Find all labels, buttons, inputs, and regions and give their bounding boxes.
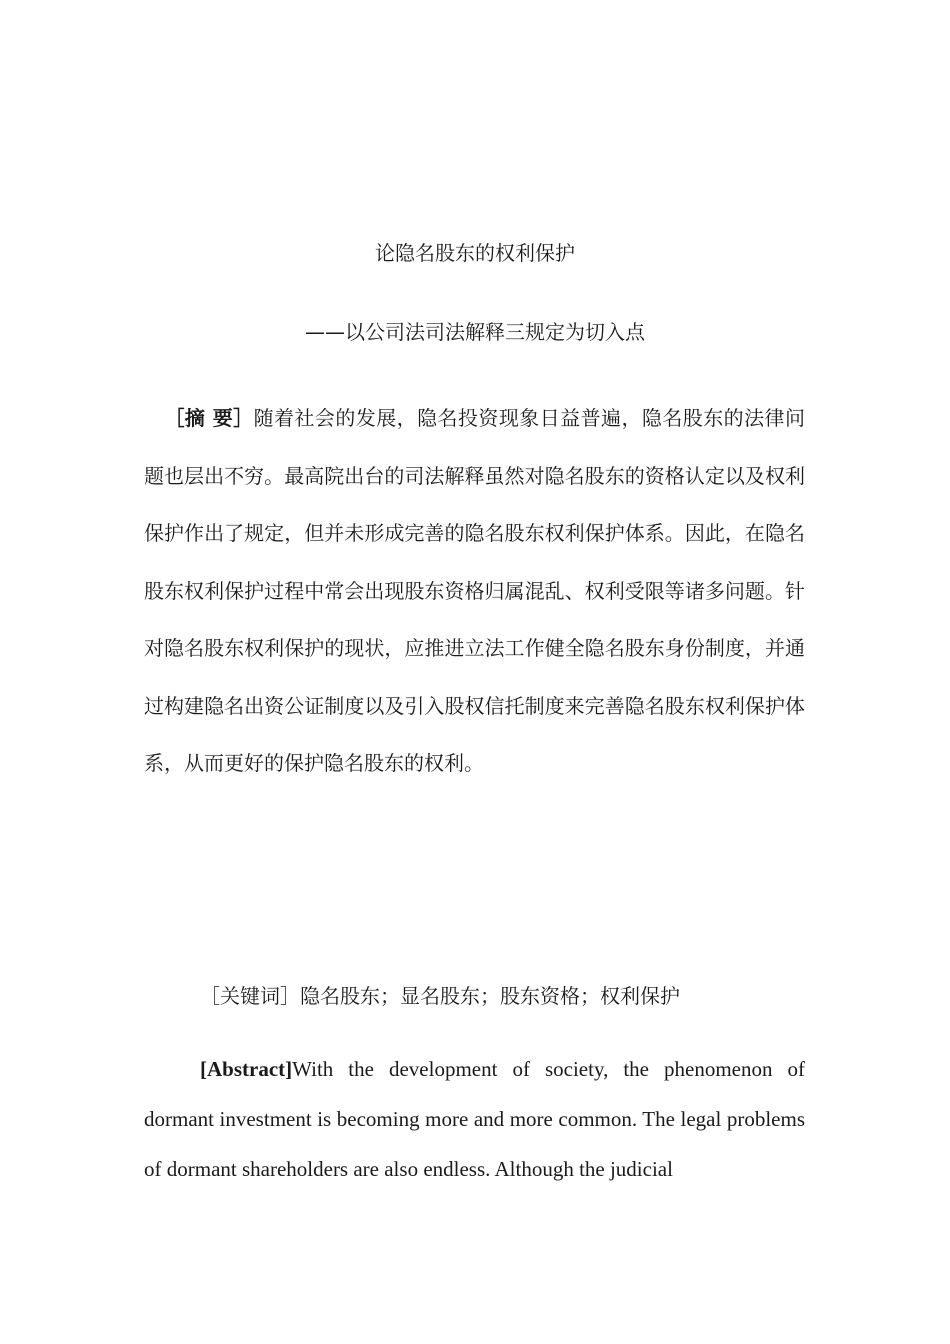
keywords [200,980,680,1012]
paper-title: 论隐名股东的权利保护 [375,241,575,265]
keywords-label: ［关键词］ [200,984,300,1008]
keywords-text: 隐名股东；显名股东；股东资格；权利保护 [300,984,680,1008]
english-abstract [144,1044,805,1194]
chinese-abstract-text: 随着社会的发展，隐名投资现象日益普遍，隐名股东的法律问题也层出不穷。最高院出台的司法解释虽然对隐名股东的资格认定以及权利保护作出了规定，但并未形成完善的隐名股东权利保护体系。因此，在隐名股东权利保护过程中常会出现股东资格归属混乱、权利受限等诸多问题。针对隐名股东权利保护的现状，应推进立法工作健全隐名股东身份制度，并通过构建隐名出资公证制度以及引入股权信托制度来完善隐名股东权利保护体系，从而更好的保护隐名股东的权利。 [144,406,805,775]
chinese-abstract-label: ［摘 要］ [164,406,254,430]
paper-subtitle: ——以公司法司法解释三规定为切入点 [305,320,645,344]
english-abstract-text: With the development of society, the phenomenon of dormant investment is becoming more and more common. The legal problems of dormant shareholders are also endless. Although the judicial [144,1057,805,1181]
chinese-abstract [144,390,805,793]
english-abstract-label: [Abstract] [200,1057,293,1081]
